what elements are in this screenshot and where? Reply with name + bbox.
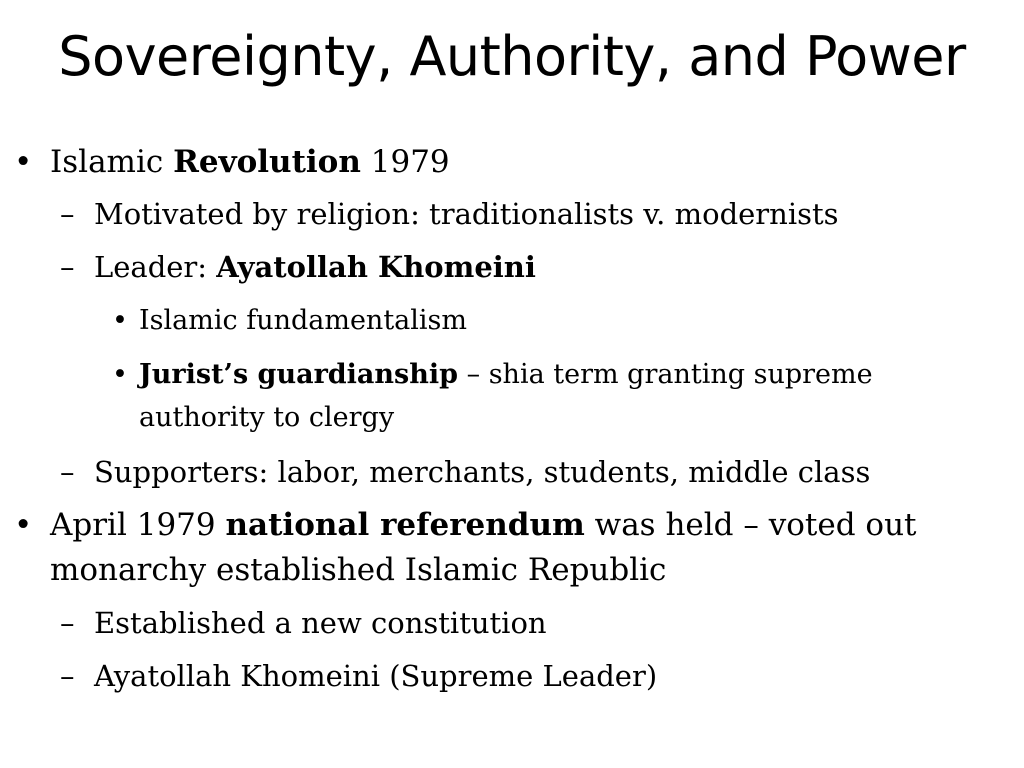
bullet-marker: • xyxy=(112,359,128,390)
bullet-continuation: monarchy established Islamic Republic xyxy=(50,552,667,588)
bullet-text: Islamic xyxy=(50,144,174,180)
sub-bullet-supporters: Supporters: labor, merchants, students, middle class xyxy=(94,455,871,489)
sub-bullet-text: Leader: xyxy=(94,250,217,284)
bullet-text: was held – voted out xyxy=(584,507,917,543)
tertiary-bullet-text: – shia term granting supreme xyxy=(458,359,873,390)
sub-bullet-motivated: Motivated by religion: traditionalists v. modernists xyxy=(94,197,839,231)
tertiary-bullet-continuation: authority to clergy xyxy=(139,402,395,433)
bullet-marker: • xyxy=(14,507,33,543)
bullet-islamic-revolution xyxy=(50,142,450,182)
bullet-april-referendum xyxy=(50,505,917,545)
tertiary-bullet-jurist xyxy=(139,357,873,393)
bullet-marker: • xyxy=(14,144,33,180)
tertiary-bullet-fundamentalism: Islamic fundamentalism xyxy=(139,305,467,336)
sub-bullet-supreme-leader: Ayatollah Khomeini (Supreme Leader) xyxy=(94,659,658,693)
sub-bullet-leader xyxy=(94,248,536,286)
slide-title: Sovereignty, Authority, and Power xyxy=(58,25,966,88)
dash-marker: – xyxy=(60,197,75,231)
tertiary-bullet-bold-text: Jurist’s guardianship xyxy=(139,359,459,390)
bullet-marker: • xyxy=(112,305,128,336)
bullet-bold-text: national referendum xyxy=(225,507,585,543)
bullet-text: 1979 xyxy=(360,144,450,180)
bullet-bold-text: Revolution xyxy=(173,144,361,180)
bullet-text: April 1979 xyxy=(50,507,226,543)
sub-bullet-constitution: Established a new constitution xyxy=(94,606,547,640)
sub-bullet-bold-text: Ayatollah Khomeini xyxy=(216,250,536,284)
dash-marker: – xyxy=(60,659,75,693)
dash-marker: – xyxy=(60,455,75,489)
dash-marker: – xyxy=(60,250,75,284)
dash-marker: – xyxy=(60,606,75,640)
